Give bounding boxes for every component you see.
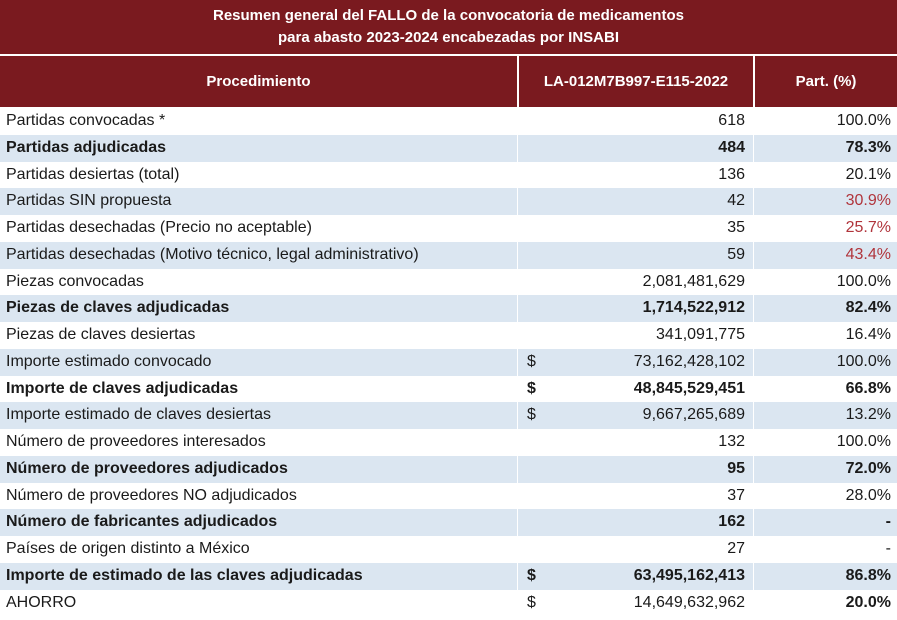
header-part: Part. (%) bbox=[795, 73, 857, 90]
table-row bbox=[0, 242, 897, 269]
table-row bbox=[0, 215, 897, 242]
table-row bbox=[0, 349, 897, 376]
row-value: 37 bbox=[727, 486, 745, 504]
row-label: Importe de claves adjudicadas bbox=[6, 379, 239, 397]
row-label: Partidas adjudicadas bbox=[6, 138, 167, 156]
row-value: 73,162,428,102 bbox=[633, 352, 745, 370]
row-value: 14,649,632,962 bbox=[633, 593, 745, 611]
row-label: Piezas de claves adjudicadas bbox=[6, 299, 230, 317]
row-percentage: 43.4% bbox=[845, 245, 891, 263]
row-value: 48,845,529,451 bbox=[633, 379, 745, 397]
table-body bbox=[0, 108, 897, 616]
row-currency: $ bbox=[527, 593, 536, 611]
table-row bbox=[0, 269, 897, 296]
header-procedimiento: Procedimiento bbox=[206, 73, 311, 90]
row-label: Partidas desiertas (total) bbox=[6, 165, 180, 183]
table-header bbox=[0, 56, 897, 107]
row-value: 136 bbox=[718, 165, 745, 183]
row-value: 341,091,775 bbox=[656, 326, 745, 343]
row-percentage: 72.0% bbox=[845, 459, 891, 477]
row-label: Piezas convocadas bbox=[6, 272, 144, 290]
row-value: 95 bbox=[727, 459, 745, 477]
table-row bbox=[0, 563, 897, 590]
row-percentage: 16.4% bbox=[845, 326, 891, 343]
row-value: 42 bbox=[727, 192, 745, 210]
row-value: 162 bbox=[718, 513, 745, 531]
row-label: Partidas desechadas (Precio no aceptable) bbox=[6, 219, 312, 236]
row-percentage: 25.7% bbox=[845, 219, 891, 236]
row-label: Partidas convocadas * bbox=[6, 112, 166, 129]
row-percentage: 13.2% bbox=[845, 406, 891, 424]
row-value: 1,714,522,912 bbox=[642, 299, 745, 317]
table-row bbox=[0, 536, 897, 563]
row-label: Partidas SIN propuesta bbox=[6, 192, 172, 210]
row-percentage: 82.4% bbox=[845, 299, 891, 317]
row-label: Países de origen distinto a México bbox=[6, 540, 250, 557]
row-label: Importe estimado de claves desiertas bbox=[6, 406, 272, 424]
row-value: 618 bbox=[718, 112, 745, 129]
table-row bbox=[0, 322, 897, 349]
table-row bbox=[0, 108, 897, 135]
row-currency: $ bbox=[527, 352, 536, 370]
row-label: Número de fabricantes adjudicados bbox=[6, 513, 278, 531]
row-label: AHORRO bbox=[6, 593, 77, 611]
row-label: Piezas de claves desiertas bbox=[6, 326, 196, 343]
row-percentage: 100.0% bbox=[836, 272, 891, 290]
row-percentage: 100.0% bbox=[836, 112, 891, 129]
row-percentage: 100.0% bbox=[836, 352, 891, 370]
table-row bbox=[0, 135, 897, 162]
row-percentage: 86.8% bbox=[845, 566, 891, 584]
row-percentage: 20.0% bbox=[845, 593, 891, 611]
row-percentage: 20.1% bbox=[845, 165, 891, 183]
table-title bbox=[0, 0, 897, 54]
row-value: 2,081,481,629 bbox=[642, 272, 745, 290]
title-line-2: para abasto 2023-2024 encabezadas por INSABI bbox=[278, 29, 619, 46]
row-percentage: 28.0% bbox=[845, 486, 891, 504]
row-currency: $ bbox=[527, 379, 536, 397]
row-value: 27 bbox=[727, 540, 745, 557]
table-row bbox=[0, 590, 897, 617]
row-percentage: 100.0% bbox=[836, 433, 891, 450]
row-label: Número de proveedores adjudicados bbox=[6, 459, 288, 477]
table-row bbox=[0, 402, 897, 429]
row-label: Partidas desechadas (Motivo técnico, legal administrativo) bbox=[6, 245, 419, 263]
row-value: 35 bbox=[727, 219, 745, 236]
row-label: Importe estimado convocado bbox=[6, 352, 212, 370]
column-divider bbox=[517, 108, 518, 620]
table-row bbox=[0, 295, 897, 322]
row-value: 484 bbox=[718, 138, 745, 156]
row-label: Número de proveedores interesados bbox=[6, 433, 266, 450]
title-line-1: Resumen general del FALLO de la convocatoria de medicamentos bbox=[213, 7, 684, 24]
row-value: 59 bbox=[727, 245, 745, 263]
row-percentage: 78.3% bbox=[845, 138, 891, 156]
table-row bbox=[0, 429, 897, 456]
row-currency: $ bbox=[527, 566, 536, 584]
table-row bbox=[0, 483, 897, 510]
row-percentage: - bbox=[885, 540, 891, 557]
header-licitacion: LA-012M7B997-E115-2022 bbox=[543, 73, 729, 90]
table-row bbox=[0, 456, 897, 483]
row-label: Número de proveedores NO adjudicados bbox=[6, 486, 297, 504]
table-row bbox=[0, 188, 897, 215]
table-row bbox=[0, 509, 897, 536]
table-row bbox=[0, 162, 897, 189]
row-label: Importe de estimado de las claves adjudicadas bbox=[6, 566, 363, 584]
row-percentage: - bbox=[885, 513, 891, 531]
row-percentage: 30.9% bbox=[845, 192, 891, 210]
row-value: 63,495,162,413 bbox=[633, 566, 745, 584]
column-divider bbox=[753, 108, 754, 620]
row-value: 9,667,265,689 bbox=[642, 406, 745, 424]
row-value: 132 bbox=[718, 433, 745, 450]
row-percentage: 66.8% bbox=[845, 379, 891, 397]
row-currency: $ bbox=[527, 406, 536, 424]
table-row bbox=[0, 376, 897, 403]
